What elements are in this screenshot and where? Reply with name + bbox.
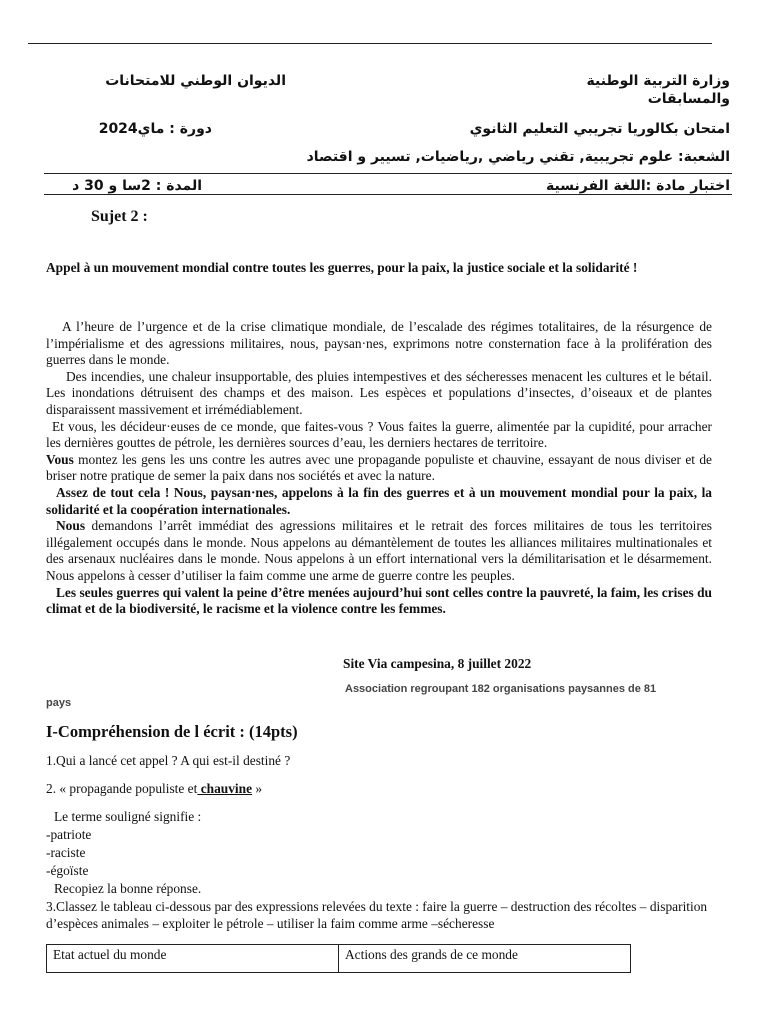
classification-table bbox=[46, 944, 631, 973]
paragraph-5-bold: Nous bbox=[56, 518, 86, 534]
paragraph-1: A l’heure de l’urgence et de la crise climatique mondiale, de l’escalade des régimes totalitaires, de la résurgence de l’impérialisme et des agressions militaires, nous, paysan·nes, exprimons notre consternation face à la prolifération des guerres dans le monde. bbox=[46, 319, 712, 368]
header-rule-top bbox=[44, 173, 732, 174]
table-header-actions: Actions des grands de ce monde bbox=[339, 945, 631, 973]
paragraph-4: Assez de tout cela ! Nous, paysan·nes, appelons à la fin des guerres et à un mouvement mondial pour la paix, la solidarité et la coopération internationales. bbox=[46, 484, 712, 517]
question-2-suffix: » bbox=[252, 781, 263, 796]
paragraph-3-start: Et vous, les décideur·euses de ce monde, que faites-vous ? Vous faites la guerre, alimentée par la cupidité, pour arracher les dernières gouttes de pétrole, les dernières sources d’eau, les derniers hectares de territoire. bbox=[46, 418, 712, 451]
paragraph-3-rest: montez les gens les uns contre les autres avec une propagande populiste et chauvine, essayant de nous diviser et de briser notre pratique de semer la paix dans nos sociétés et avec la nature. bbox=[46, 451, 712, 484]
paragraph-3 bbox=[46, 419, 712, 485]
option-raciste: -raciste bbox=[46, 845, 86, 860]
text-title: Appel à un mouvement mondial contre toutes les guerres, pour la paix, la justice sociale et la solidarité ! bbox=[46, 260, 638, 275]
top-rule bbox=[28, 43, 712, 44]
paragraph-6: Les seules guerres qui valent la peine d’être menées aujourd’hui sont celles contre la pauvreté, la faim, les crises du climat et de la biodiversité, le racisme et la violence contre les femmes. bbox=[46, 584, 712, 617]
association-note: Association regroupant 182 organisations paysannes de 81 bbox=[345, 683, 657, 695]
section-title: I-Compréhension de l écrit : (14pts) bbox=[46, 722, 298, 741]
option-egoiste: -égoïste bbox=[46, 863, 89, 878]
question-2-prompt: Le terme souligné signifie : bbox=[54, 809, 202, 824]
exam-streams: الشعبة: علوم تجريبية, تقني رياضي ,رياضيات, تسيير و اقتصاد bbox=[306, 149, 730, 165]
paragraph-3-bold: Vous bbox=[46, 451, 74, 467]
office-name: الديوان الوطني للامتحانات bbox=[105, 73, 286, 89]
paragraph-2: Des incendies, une chaleur insupportable, des pluies intempestives et des sécheresses menacent les cultures et le bétail. Les inondations détruisent des champs et des maison. Les espèces et populations d’insectes, d’oiseaux et de plantes disparaissent massivement et irrémédiablement. bbox=[46, 368, 712, 417]
table-row bbox=[47, 945, 631, 973]
paragraph-5-rest: demandons l’arrêt immédiat des agressions militaires et le retrait des forces militaires de tous les territoires illégalement occupés dans le monde. Nous appelons au démantèlement de toutes les alliances militaires multinationales et des arsenaux nucléaires dans le monde. Nous appelons à un effort international vers la démilitarisation et le désarmement. Nous appelons à cesser d’utiliser la faim comme une arme de guerre contre les peuples. bbox=[46, 518, 712, 583]
source-line: Site Via campesina, 8 juillet 2022 bbox=[343, 656, 532, 671]
option-patriote: -patriote bbox=[46, 827, 92, 842]
question-2-instruction: Recopiez la bonne réponse. bbox=[54, 881, 202, 896]
question-3: 3.Classez le tableau ci-dessous par des expressions relevées du texte : faire la guerre – destruction des récoltes – disparition d’espèces animales – exploiter le pétrole – utiliser la faim comme arme –sécheresse bbox=[46, 899, 708, 931]
ministry-name: وزارة التربية الوطنية والمسابقات bbox=[586, 73, 730, 107]
exam-session: دورة : ماي2024 bbox=[98, 121, 212, 137]
exam-duration: المدة : 2سا و 30 د bbox=[72, 178, 202, 194]
header-rule-bottom bbox=[44, 194, 732, 195]
question-1: 1.Qui a lancé cet appel ? A qui est-il destiné ? bbox=[46, 753, 291, 768]
main-text bbox=[46, 319, 712, 618]
paragraph-5 bbox=[46, 518, 712, 584]
question-2-prefix: 2. « propagande populiste et bbox=[46, 781, 198, 796]
exam-subject: اختبار مادة :اللغة الفرنسية bbox=[546, 178, 730, 194]
exam-title: امتحان بكالوريا تجريبي التعليم الثانوي bbox=[469, 121, 730, 137]
association-note-end: pays bbox=[46, 697, 72, 709]
table-header-current-state: Etat actuel du monde bbox=[47, 945, 339, 973]
underlined-term: chauvine bbox=[197, 781, 253, 796]
sujet-label: Sujet 2 : bbox=[91, 208, 148, 225]
question-2 bbox=[46, 780, 726, 797]
